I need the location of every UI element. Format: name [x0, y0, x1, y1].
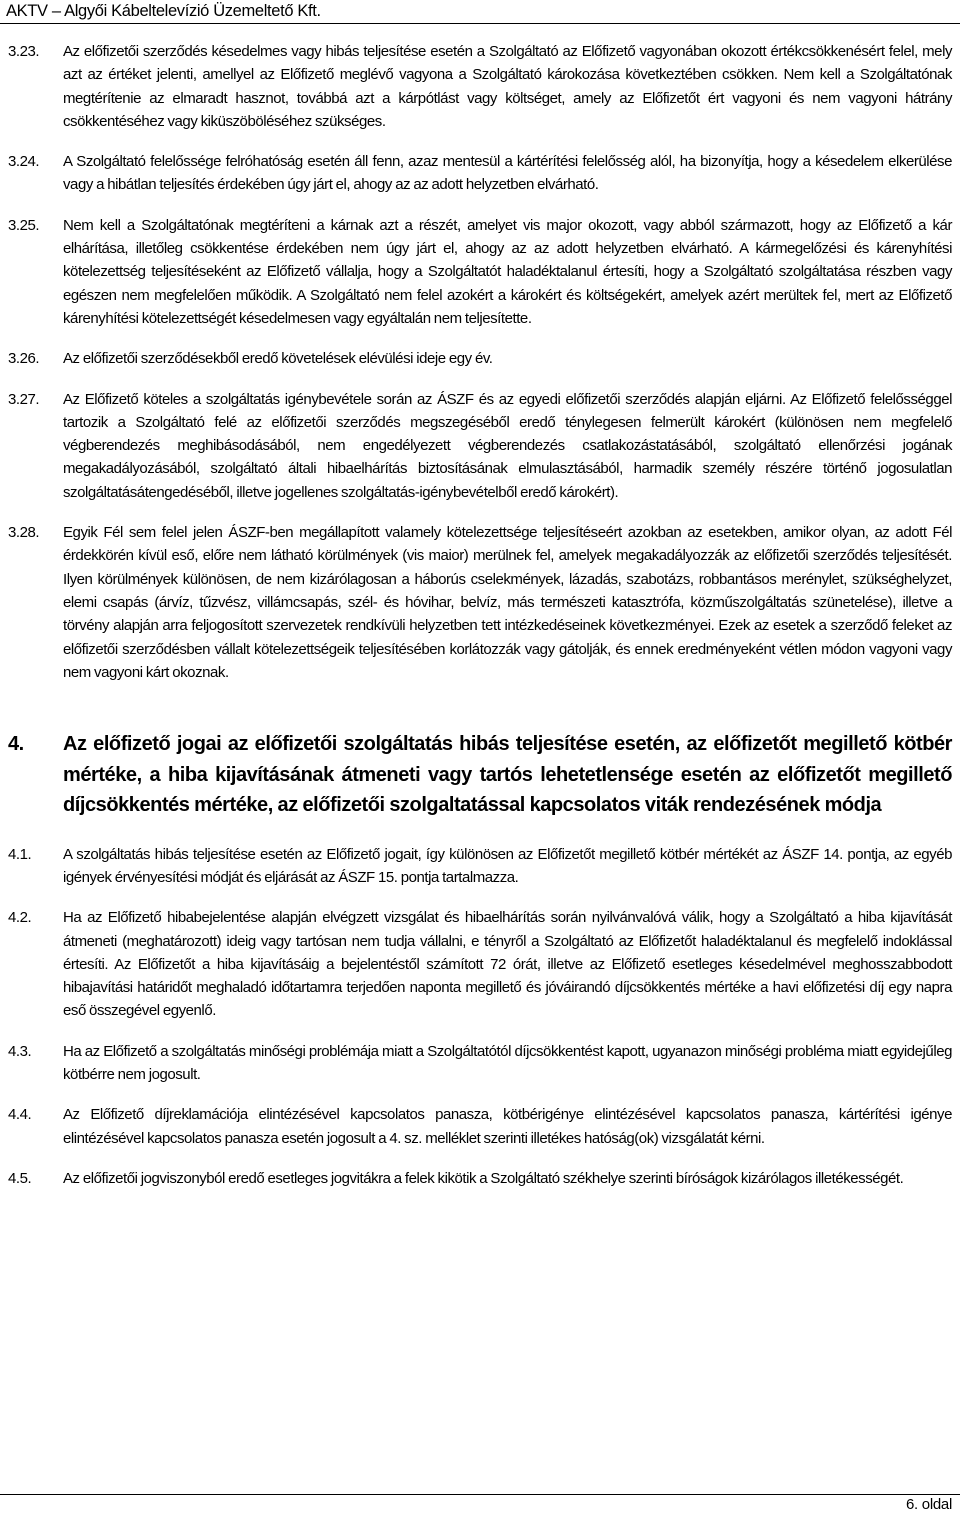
clause-text: Ha az Előfizető hibabejelentése alapján elvégzett vizsgálat és hibaelhárítás során nyilvánvalóvá válik, hogy a Szolgáltató a hiba kijavítását átmeneti (meghatározott) ideig vagy tartósan nem tudja vállalni, e tényről a Szolgáltató az Előfizetőt haladéktalanul és megfelelő indoklással értesíti. Az Előfizetőt a hiba kijavításáig a bejelentéstől számított 72 órát, illetve az Előfizető esetleges késedelmével meghosszabbodott hibajavítási határidőt meghaladó időtartamra terjedően naponta megillető és jóváirandó díjcsökkentés mértéke a havi előfizetési díj egy napra eső összegével egyenlő. — [63, 909, 952, 1020]
clause-text: Az előfizetői szerződés késedelmes vagy hibás teljesítése esetén a Szolgáltató az Előfizető vagyonában okozott értékcsökkenésért felel, mely azt az értéket jelenti, amellyel az Előfizető meglévő vagyona a Szolgáltató károkozása következtében csökken. Nem kell a Szolgáltatónak megtérítenie az elmaradt hasznot, továbbá azt a kárpótlást vagy költséget, amely az Előfizetőt ért vagyoni és nem vagyoni hátrány csökkentéséhez vagy kiküszöböléséhez szükséges. — [63, 43, 952, 130]
clause-number: 3.25. — [8, 216, 40, 234]
section-title: Az előfizető jogai az előfizetői szolgáltatás hibás teljesítése esetén, az előfizetőt megillető kötbér mértéke, a hiba kijavításának átmeneti vagy tartós lehetetlensége esetén az előfizetőt megillető díjcsökkentés mértéke, az előfizetői szolgaltatással kapcsolatos viták rendezésének módja — [63, 733, 952, 817]
clause-number: 4.1. — [8, 845, 32, 863]
clause-number: 3.28. — [8, 524, 40, 542]
clause-text: A Szolgáltató felelőssége felróhatóság esetén áll fenn, azaz mentesül a kártérítési felelősség alól, ha bizonyítja, hogy a késedelem elkerülése vagy a hibátlan teljesítés érdekében úgy járt el, ahogy az az adott helyzetben elvárható. — [63, 153, 952, 194]
clause-4-5 — [8, 1167, 952, 1190]
document-body — [8, 40, 952, 1190]
section-heading-4 — [8, 729, 952, 821]
clause-text: Egyik Fél sem felel jelen ÁSZF-ben megállapított valamely kötelezettsége teljesítéseért azokban az esetekben, amikor olyan, az adott Fél érdekkörén kívül eső, előre nem látható körülmények (vis maior) merülnek fel, amelyek megakadályozzák az előfizetői szerződés teljesítését. Ilyen körülmények különösen, de nem kizárólagosan a háborús cselekmények, lázadás, szabotázs, robbantásos merénylet, szükséghelyzet, elemi csapás (árvíz, tűzvész, villámcsapás, szél- és hóvihar, belvíz, más természeti katasztrófa, közműszolgáltatás szünetelése), illetve a törvény alapján arra feljogosított szervezetek rendkívüli helyzetben tett intézkedéseinek következményei. Ezek az esetek a szerződő feleket az előfizetői szerződésben vállalt kötelezettségeik teljesítésében korlátozzák vagy gátolják, és ennek eredményeként vétlen módon vagyoni vagy nem vagyoni kárt okoznak. — [63, 524, 952, 681]
section-number: 4. — [8, 733, 24, 756]
clause-number: 3.26. — [8, 350, 40, 368]
clause-text: Az Előfizető köteles a szolgáltatás igénybevétele során az ÁSZF és az egyedi előfizetői szerződés alapján eljárni. Az Előfizető felelősséggel tartozik a Szolgáltató felé az előfizetői szerződés megszegéséből eredő ténylegesen felmerült károkért (különösen nem megfelelő végberendezés meghibásodásából, nem engedélyezett végberendezés csatlakozástatásából, szolgáltató ellenőrzési jogának megakadályozásából, szolgáltató általi hibaelhárítás biztosításának elmulasztásából, harmadik személy részére történő jogosulatlan szolgáltatásátengedéséből, illetve jogellenes szolgáltatás-igénybevételből eredő károkért). — [63, 390, 952, 501]
clause-4-2 — [8, 906, 952, 1022]
clause-4-3 — [8, 1040, 952, 1087]
clause-number: 4.3. — [8, 1042, 32, 1060]
clause-number: 4.2. — [8, 909, 32, 927]
clause-3-25 — [8, 214, 952, 330]
clause-3-27 — [8, 388, 952, 504]
clause-text: Ha az Előfizető a szolgáltatás minőségi problémája miatt a Szolgáltatótól díjcsökkentést kapott, ugyanazon minőségi probléma miatt egyidejűleg kötbérre nem jogosult. — [63, 1042, 952, 1083]
clause-number: 4.5. — [8, 1169, 32, 1187]
clause-4-4 — [8, 1103, 952, 1150]
clause-text: Az előfizetői jogviszonyból eredő esetleges jogvitákra a felek kikötik a Szolgáltató székhelye szerinti bíróságok kizárólagos illetékességét. — [63, 1169, 904, 1187]
footer-divider — [0, 1494, 960, 1495]
clause-number: 3.23. — [8, 43, 40, 60]
clause-text: Az előfizetői szerződésekből eredő követelések elévülési ideje egy év. — [63, 350, 493, 368]
clause-text: Az Előfizető díjreklamációja elintézésével kapcsolatos panasza, kötbérigénye elintézésével kapcsolatos panasza, kártérítési igénye elintézésével kapcsolatos panasza esetén jogosult a 4. sz. melléklet szerinti illetékes hatóság(ok) vizsgálatát kérni. — [63, 1106, 952, 1147]
page-header: AKTV – Algyői Kábeltelevízió Üzemeltető Kft. — [6, 2, 321, 20]
clause-3-23 — [8, 40, 952, 133]
header-divider — [0, 23, 960, 24]
page-number: 6. oldal — [906, 1496, 952, 1513]
clause-3-28 — [8, 521, 952, 684]
clause-4-1 — [8, 843, 952, 890]
clause-number: 3.24. — [8, 153, 40, 171]
clause-text: Nem kell a Szolgáltatónak megtéríteni a kárnak azt a részét, amelyet vis major okozott, vagy abból származott, hogy az Előfizető a kár elhárítása, illetőleg csökkentése érdekében nem úgy járt el, ahogy az az adott helyzetben elvárható. A kármegelőzési és kárenyhítési kötelezettség teljesítéseként az Előfizető vállalja, hogy a Szolgáltatót haladéktalanul értesíti, hogy a Szolgáltató szolgáltatása részben vagy egészen nem megfelelően működik. A Szolgáltató nem felel azokért a károkért és költségekért, amelyek azért merültek fel, mert az Előfizető kárenyhítési kötelezettségét késedelmesen vagy egyáltalán nem teljesítette. — [63, 216, 952, 327]
clause-number: 3.27. — [8, 390, 40, 408]
clause-number: 4.4. — [8, 1106, 32, 1124]
clause-text: A szolgáltatás hibás teljesítése esetén az Előfizető jogait, így különösen az Előfizetőt megillető kötbér mértékét az ÁSZF 14. pontja, az egyéb igények érvényesítési módját és eljárását az ÁSZF 15. pontja tartalmazza. — [63, 845, 952, 886]
clause-3-24 — [8, 150, 952, 197]
clause-3-26 — [8, 347, 952, 370]
